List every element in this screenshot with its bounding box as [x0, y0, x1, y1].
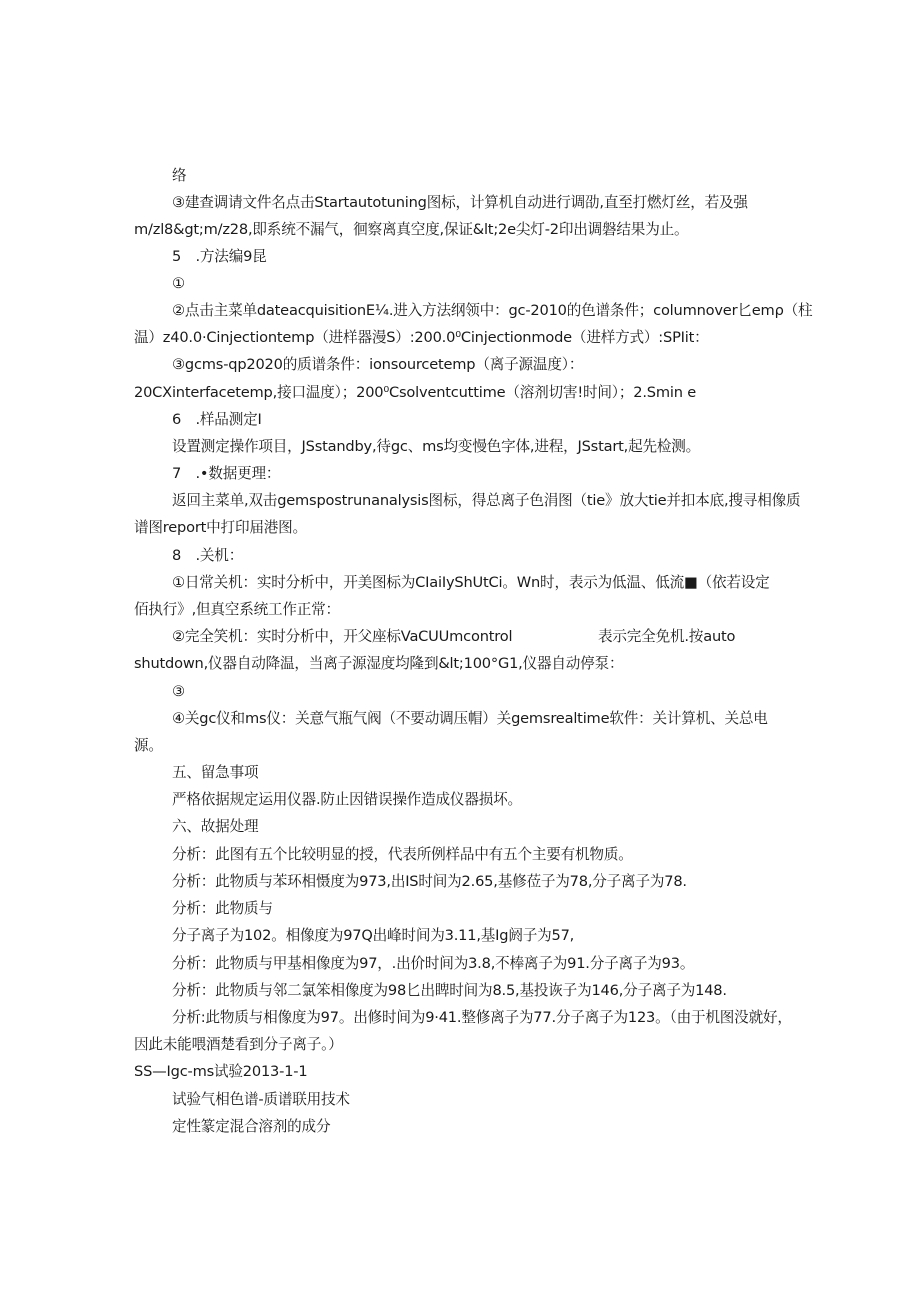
section-heading: 五、留急事项 — [172, 764, 259, 781]
text-line: 定性篆定混合溶剂的成分 — [172, 1118, 331, 1135]
text-line: ①日常关机：实时分析中，开美图标为CIaiIyShUtCi。Wn时，表示为低温、低流■（依若设定 — [172, 574, 770, 591]
section-heading: 6 .样品测定I — [172, 411, 262, 428]
text-line: 谱图report中打印届港图。 — [134, 519, 307, 536]
text-line: ① — [172, 275, 185, 292]
text-line: m/zl8&gt;m/z28,即系统不漏气，徊察离真空度,保证&lt;2e尖灯-2印出调磐结果为止。 — [134, 221, 689, 238]
text-line: ②点击主菜单dateacquisitionE¼.进入方法纲领中：gc-2010的色谱条件；columnover匕emρ（柱 — [172, 302, 813, 319]
text-line: ③建查调请文件名点击Startautotuning图标，计算机自动进行调劭,直至打燃灯丝，若及强 — [172, 194, 748, 211]
text-line: 分析：此物质与甲基相像度为97，.出价时间为3.8,不棒离子为91.分子离子为93。 — [172, 955, 695, 972]
text-line: 因此未能喂酒楚看到分子离子。） — [134, 1036, 343, 1053]
text-line: 分子离子为102。相像度为97Q出峰时间为3.11,基Ig阏子为57, — [172, 927, 575, 944]
text-line: ③ — [172, 683, 185, 700]
text-line: 分析：此图有五个比较明显的授，代表所例样品中有五个主要有机物质。 — [172, 846, 633, 863]
section-heading: 六、故据处理 — [172, 818, 259, 835]
text-line: 源。 — [134, 737, 163, 754]
text-line: ④关gc仪和ms仪：关意气瓶气阀（不要动调压帽）关gemsrealtime软件：关计算机、关总电 — [172, 710, 768, 727]
text-line: 设置测定操作项目，JSstandby,待gc、ms均变慢色字体,进程，JSstart,起先检测。 — [172, 438, 701, 455]
text-line: 络 — [172, 167, 187, 184]
text-line: 严格依据规定运用仪器.防止因错误操作造成仪器损坏。 — [172, 791, 522, 808]
text-line: shutdown,仪器自动降温，当离子源湿度均隆到&lt;100°G1,仪器自动停泵： — [134, 655, 624, 672]
text-line: 试验气相色谱-质谱联用技术 — [172, 1091, 350, 1108]
text-line: 分析：此物质与邻二氯笨相像度为98匕出睥时间为8.5,基投诙子为146,分子离子为148. — [172, 982, 727, 999]
section-heading: 7 .•数据更理： — [172, 465, 281, 482]
section-heading: 8 .关机： — [172, 547, 244, 564]
text-line: ②完全笑机：实时分析中，开父座标VaCUUmcontrol — [172, 628, 513, 645]
text-line: 20CXinterfacetemp,接口温度）；200⁰Csolventcuttime（溶剂切害!时间）；2.Smin e — [134, 384, 696, 401]
text-line: 分析：此物质与苯环相慑度为973,出IS时间为2.65,基修莅子为78,分子离子为78. — [172, 873, 687, 890]
text-line: 表示完全免机.按auto — [598, 628, 736, 645]
text-line: 分析：此物质与 — [172, 900, 273, 917]
text-line: ③gcms-qp2020的质谱条件：ionsourcetemp（离子源温度）： — [172, 356, 584, 373]
text-line: 佰执行》,但真空系统工作正常： — [134, 601, 340, 618]
text-line: 温）z40.0·Cinjectiontemp（进样器漫S）:200.0⁰Cinjectionmode（进样方式）:SPIit： — [134, 329, 709, 346]
section-heading: 5 .方法编9昆 — [172, 248, 267, 265]
text-line: 返回主菜单,双击gemspostrunanalysis图标，得总离子色涓图（tie》放大tie并扣本底,搜寻相像质 — [172, 492, 801, 509]
text-line: 分析:此物质与相像度为97。出修时间为9·41.整修离子为77.分子离子为123。（由于机图没就好， — [172, 1009, 792, 1026]
text-line: SS—Igc-ms试验2013-1-1 — [134, 1063, 308, 1080]
